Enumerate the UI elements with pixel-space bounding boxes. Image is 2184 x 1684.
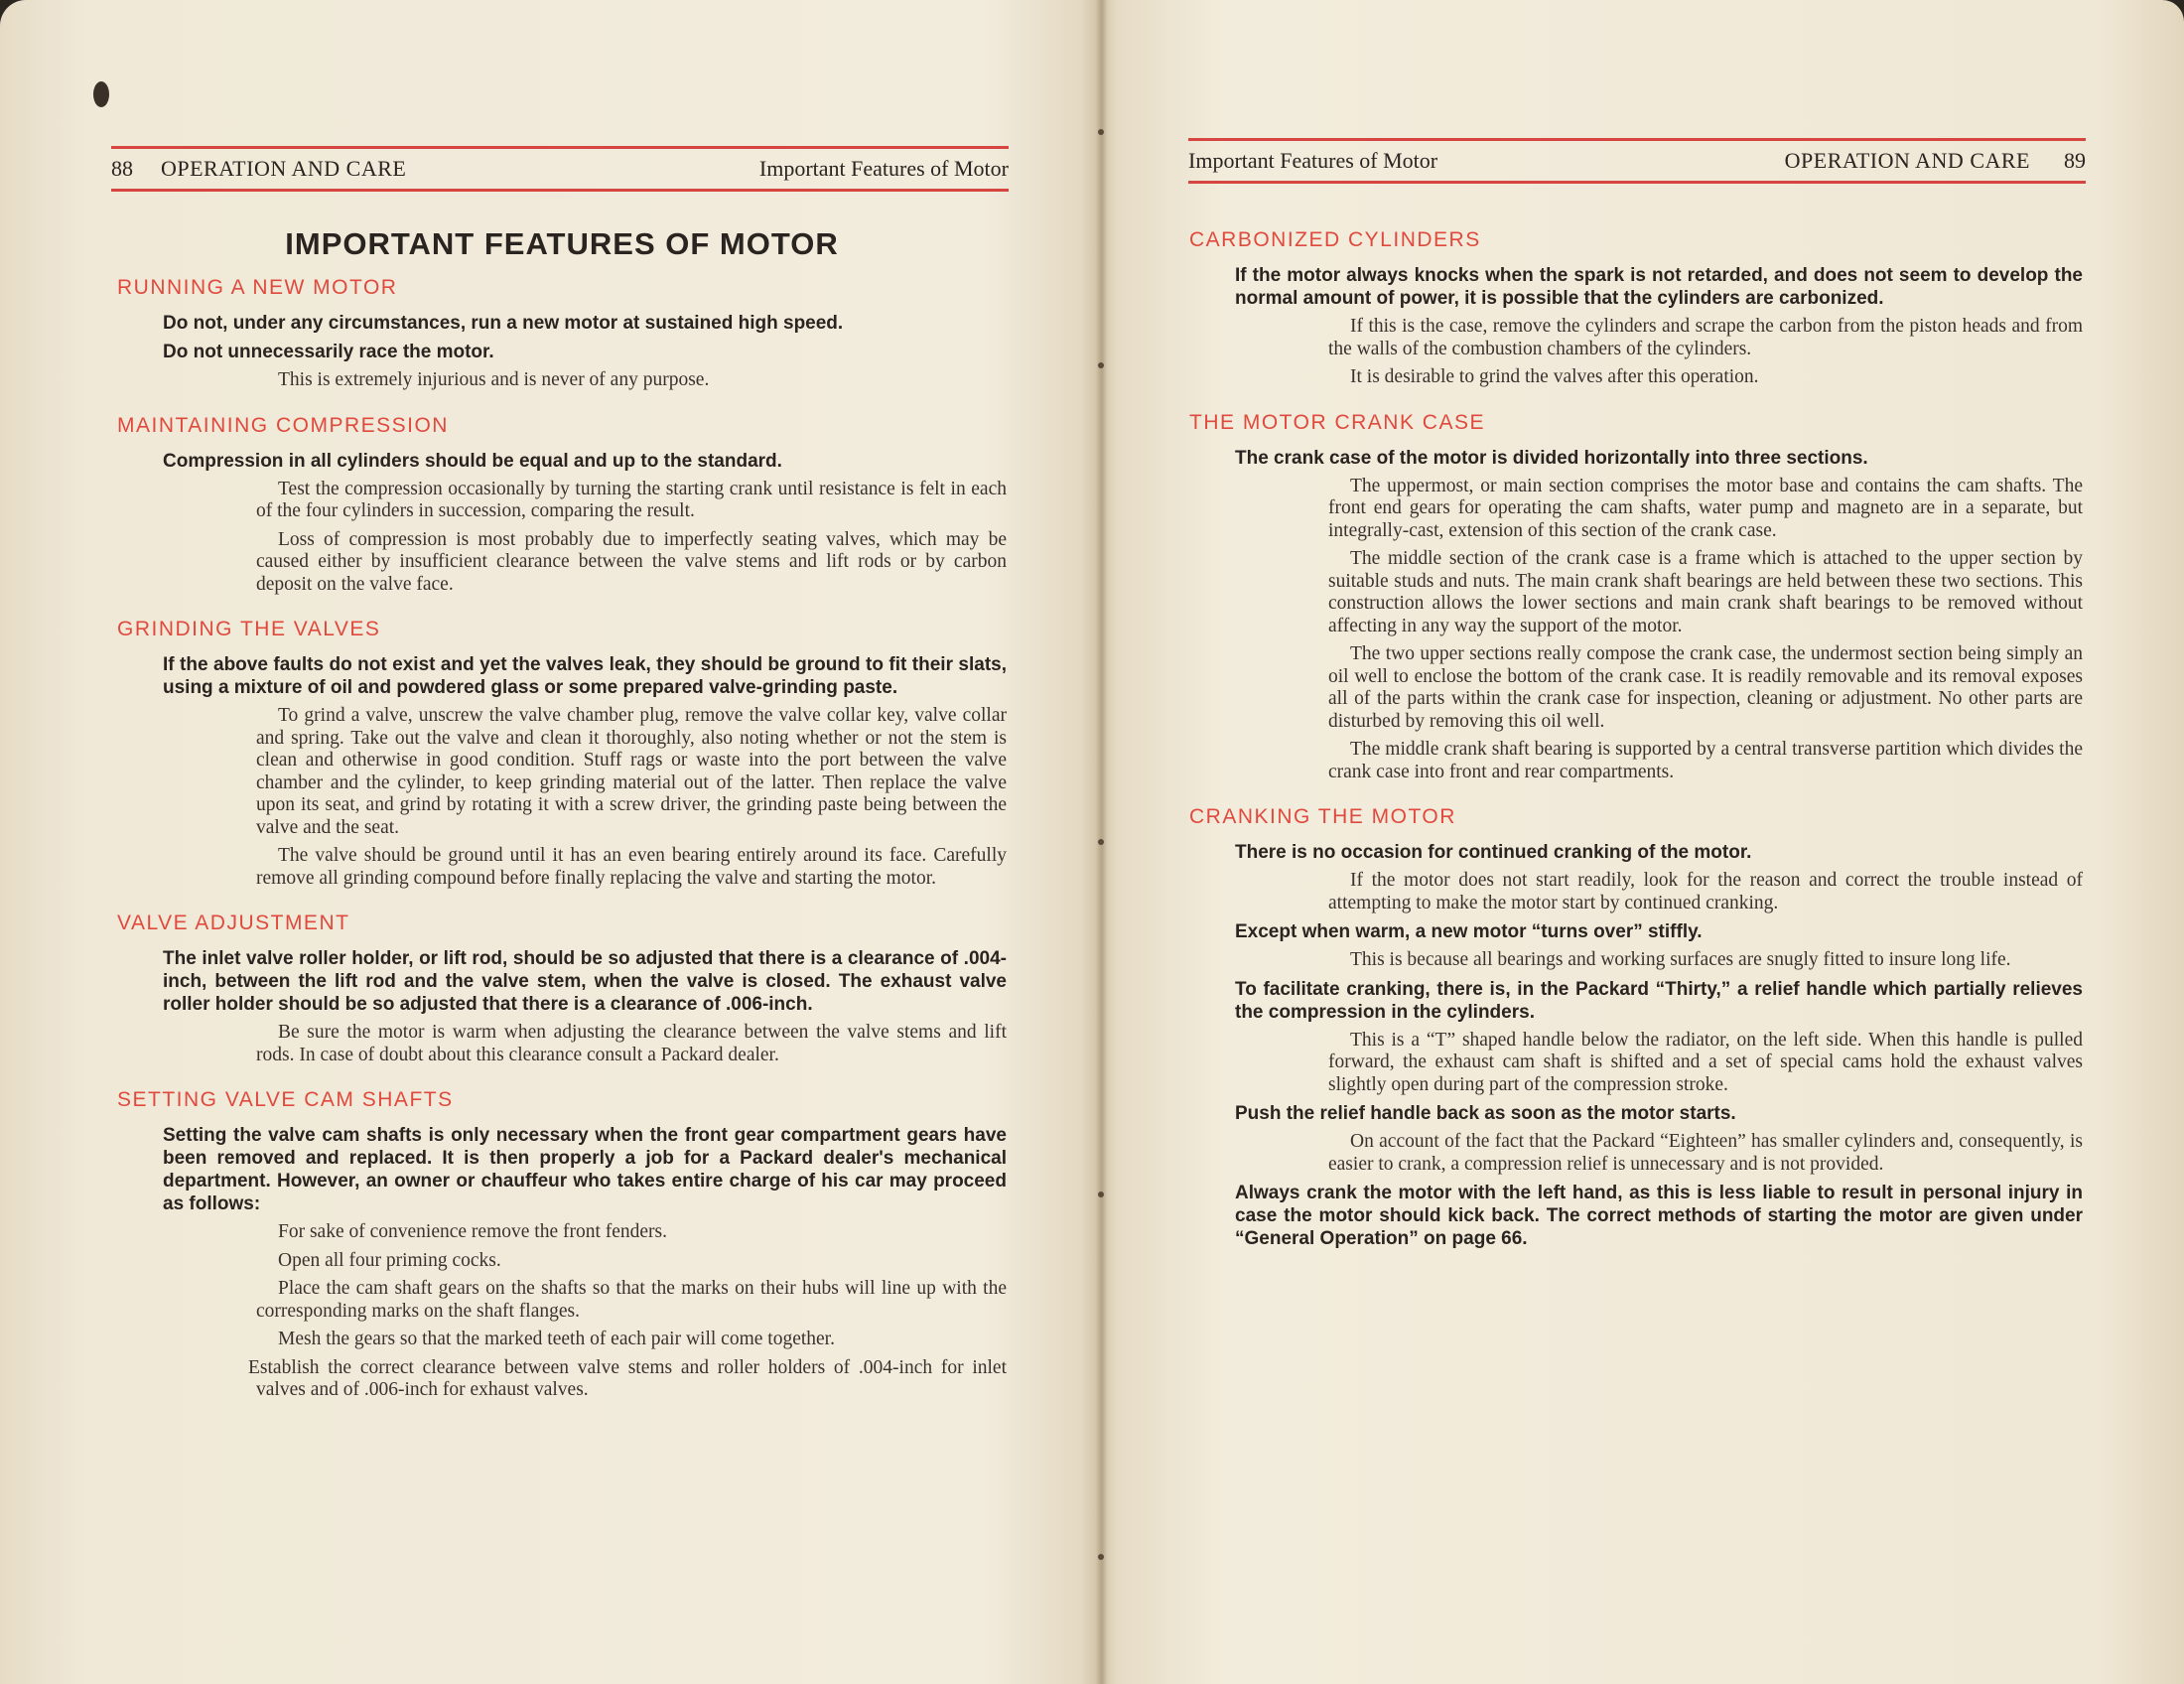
left-page-content <box>117 218 1007 1408</box>
body-paragraph: On account of the fact that the Packard “Eighteen” has smaller cylinders and, consequently, is easier to crank, a compression relief is unnecessary and is not provided. <box>1328 1131 2083 1175</box>
body-paragraph: The middle crank shaft bearing is supported by a central transverse partition which divides the crank case into front and rear compartments. <box>1328 739 2083 782</box>
body-paragraph: The middle section of the crank case is a frame which is attached to the upper section by suitable studs and nuts. The main crank shaft bearings are held between these two sections. This construction allows the lower sections and main crank shaft bearings to be removed without affecting in any way the support of the motor. <box>1328 548 2083 636</box>
lead-text: The inlet valve roller holder, or lift rod, should be so adjusted that there is a clearance of .004-inch, between the lift rod and the valve stem, when the valve is closed. The exhaust valve roller holder should be so adjusted that there is a clearance of .006-inch. <box>163 948 1007 1015</box>
body-paragraph: Place the cam shaft gears on the shafts so that the marks on their hubs will line up with the corresponding marks on the shaft flanges. <box>256 1278 1007 1322</box>
body-paragraph: The two upper sections really compose the crank case, the undermost section being simply an oil well to enclose the bottom of the crank case. It is readily removable and its removal exposes all of the parts within the crank case for inspection, cleaning or adjustment. No other parts are disturbed by removing this oil well. <box>1328 643 2083 732</box>
running-header <box>1188 138 2086 184</box>
header-title: OPERATION AND CARE <box>161 156 407 181</box>
right-page-content <box>1189 228 2083 1256</box>
section-heading: THE MOTOR CRANK CASE <box>1189 410 1485 434</box>
section-heading: MAINTAINING COMPRESSION <box>117 413 449 437</box>
body-paragraph: The uppermost, or main section comprises the motor base and contains the cam shafts. The front end gears for operating the cam shafts, water pump and magneto are in a separate, but integrally-cast, extension of this section of the crank case. <box>1328 475 2083 541</box>
body-paragraph: If the motor does not start readily, look for the reason and correct the trouble instead of attempting to make the motor start by continued cranking. <box>1328 870 2083 913</box>
body-paragraph: It is desirable to grind the valves after this operation. <box>1350 366 1759 387</box>
section-heading: CRANKING THE MOTOR <box>1189 805 1456 828</box>
header-section: Important Features of Motor <box>1188 148 1438 173</box>
body-paragraph: Be sure the motor is warm when adjusting the clearance between the valve stems and lift rods. In case of doubt about this clearance consult a Packard dealer. <box>256 1022 1007 1065</box>
lead-text: Except when warm, a new motor “turns over” stiffly. <box>1235 921 1703 942</box>
section-gap <box>117 1072 1007 1088</box>
body-paragraph: Establish the correct clearance between valve stems and roller holders of .004-inch for inlet valves and of .006-inch for exhaust valves. <box>248 1356 1007 1400</box>
body-paragraph: This is a “T” shaped handle below the radiator, on the left side. When this handle is pulled forward, the exhaust cam shaft is shifted and a set of special cams hold the exhaust valves slightly open during part of the compression stroke. <box>1328 1029 2083 1095</box>
section-heading: VALVE ADJUSTMENT <box>117 912 350 934</box>
page-number: 89 <box>2064 148 2086 173</box>
body-paragraph: This is extremely injurious and is never of any purpose. <box>278 369 710 390</box>
lead-text: The crank case of the motor is divided horizontally into three sections. <box>1235 447 1868 469</box>
body-paragraph: Open all four priming cocks. <box>278 1249 501 1271</box>
lead-text: Always crank the motor with the left hand, as this is less liable to result in personal injury in case the motor should kick back. The correct methods of starting the motor are given under “General Operation” on page 66. <box>1235 1183 2083 1249</box>
header-section: Important Features of Motor <box>758 156 1009 181</box>
header-title: OPERATION AND CARE <box>1784 148 2030 173</box>
section-heading: GRINDING THE VALVES <box>117 618 381 640</box>
section-heading: SETTING VALVE CAM SHAFTS <box>117 1088 454 1111</box>
body-paragraph: For sake of convenience remove the front fenders. <box>278 1221 668 1242</box>
lead-text: Do not, under any circumstances, run a new motor at sustained high speed. <box>163 313 844 334</box>
section-heading: CARBONIZED CYLINDERS <box>1189 228 1481 251</box>
body-paragraph: Mesh the gears so that the marked teeth of each pair will come together. <box>278 1329 835 1349</box>
chapter-title: IMPORTANT FEATURES OF MOTOR <box>285 226 839 261</box>
lead-text: If the above faults do not exist and yet the valves leak, they should be ground to fit their slats, using a mixture of oil and powdered glass or some prepared valve-grinding paste. <box>163 654 1007 698</box>
lead-text: Compression in all cylinders should be equal and up to the standard. <box>163 450 782 472</box>
section-gap <box>117 602 1007 618</box>
page-number: 88 <box>111 156 133 181</box>
section-gap <box>117 896 1007 912</box>
lead-text: Do not unnecessarily race the motor. <box>163 342 494 362</box>
lead-text: Push the relief handle back as soon as the motor starts. <box>1235 1103 1736 1124</box>
right-page <box>1102 0 2184 1684</box>
body-paragraph: If this is the case, remove the cylinders and scrape the carbon from the piston heads and from the walls of the combustion chambers of the cylinders. <box>1328 316 2083 359</box>
running-header <box>111 146 1009 192</box>
section-gap <box>1189 789 2083 805</box>
section-gap <box>1189 395 2083 411</box>
section-heading: RUNNING A NEW MOTOR <box>117 276 398 299</box>
body-paragraph: Test the compression occasionally by turning the starting crank until resistance is felt in each of the four cylinders in succession, comparing the result. <box>256 478 1007 521</box>
section-gap <box>117 398 1007 414</box>
lead-text: Setting the valve cam shafts is only necessary when the front gear compartment gears have been removed and replaced. It is then properly a job for a Packard dealer's mechanical department. However, an owner or chauffeur who takes entire charge of his car may proceed as follows: <box>163 1125 1007 1214</box>
lead-text: There is no occasion for continued cranking of the motor. <box>1235 842 1752 863</box>
body-paragraph: The valve should be ground until it has an even bearing entirely around its face. Carefully remove all grinding compound before finally replacing the valve and starting the motor. <box>256 845 1007 889</box>
body-paragraph: Loss of compression is most probably due to imperfectly seating valves, which may be caused either by insufficient clearance between the valve stems and lift rods or by carbon deposit on the valve face. <box>256 528 1007 595</box>
body-paragraph: To grind a valve, unscrew the valve chamber plug, remove the valve collar key, valve collar and spring. Take out the valve and clean it thoroughly, also noting whether or not the stem is clean and otherwise in good condition. Stuff rags or waste into the port between the valve chamber and the cylinder, to keep grinding material out of the latter. Then replace the valve upon its seat, and grind by rotating it with a screw driver, the grinding paste being between the valve and the seat. <box>256 705 1007 838</box>
lead-text: To facilitate cranking, there is, in the Packard “Thirty,” a relief handle which partially relieves the compression in the cylinders. <box>1235 978 2083 1023</box>
body-paragraph: This is because all bearings and working surfaces are snugly fitted to insure long life. <box>1350 949 2011 970</box>
lead-text: If the motor always knocks when the spark is not retarded, and does not seem to develop the normal amount of power, it is possible that the cylinders are carbonized. <box>1235 265 2083 309</box>
